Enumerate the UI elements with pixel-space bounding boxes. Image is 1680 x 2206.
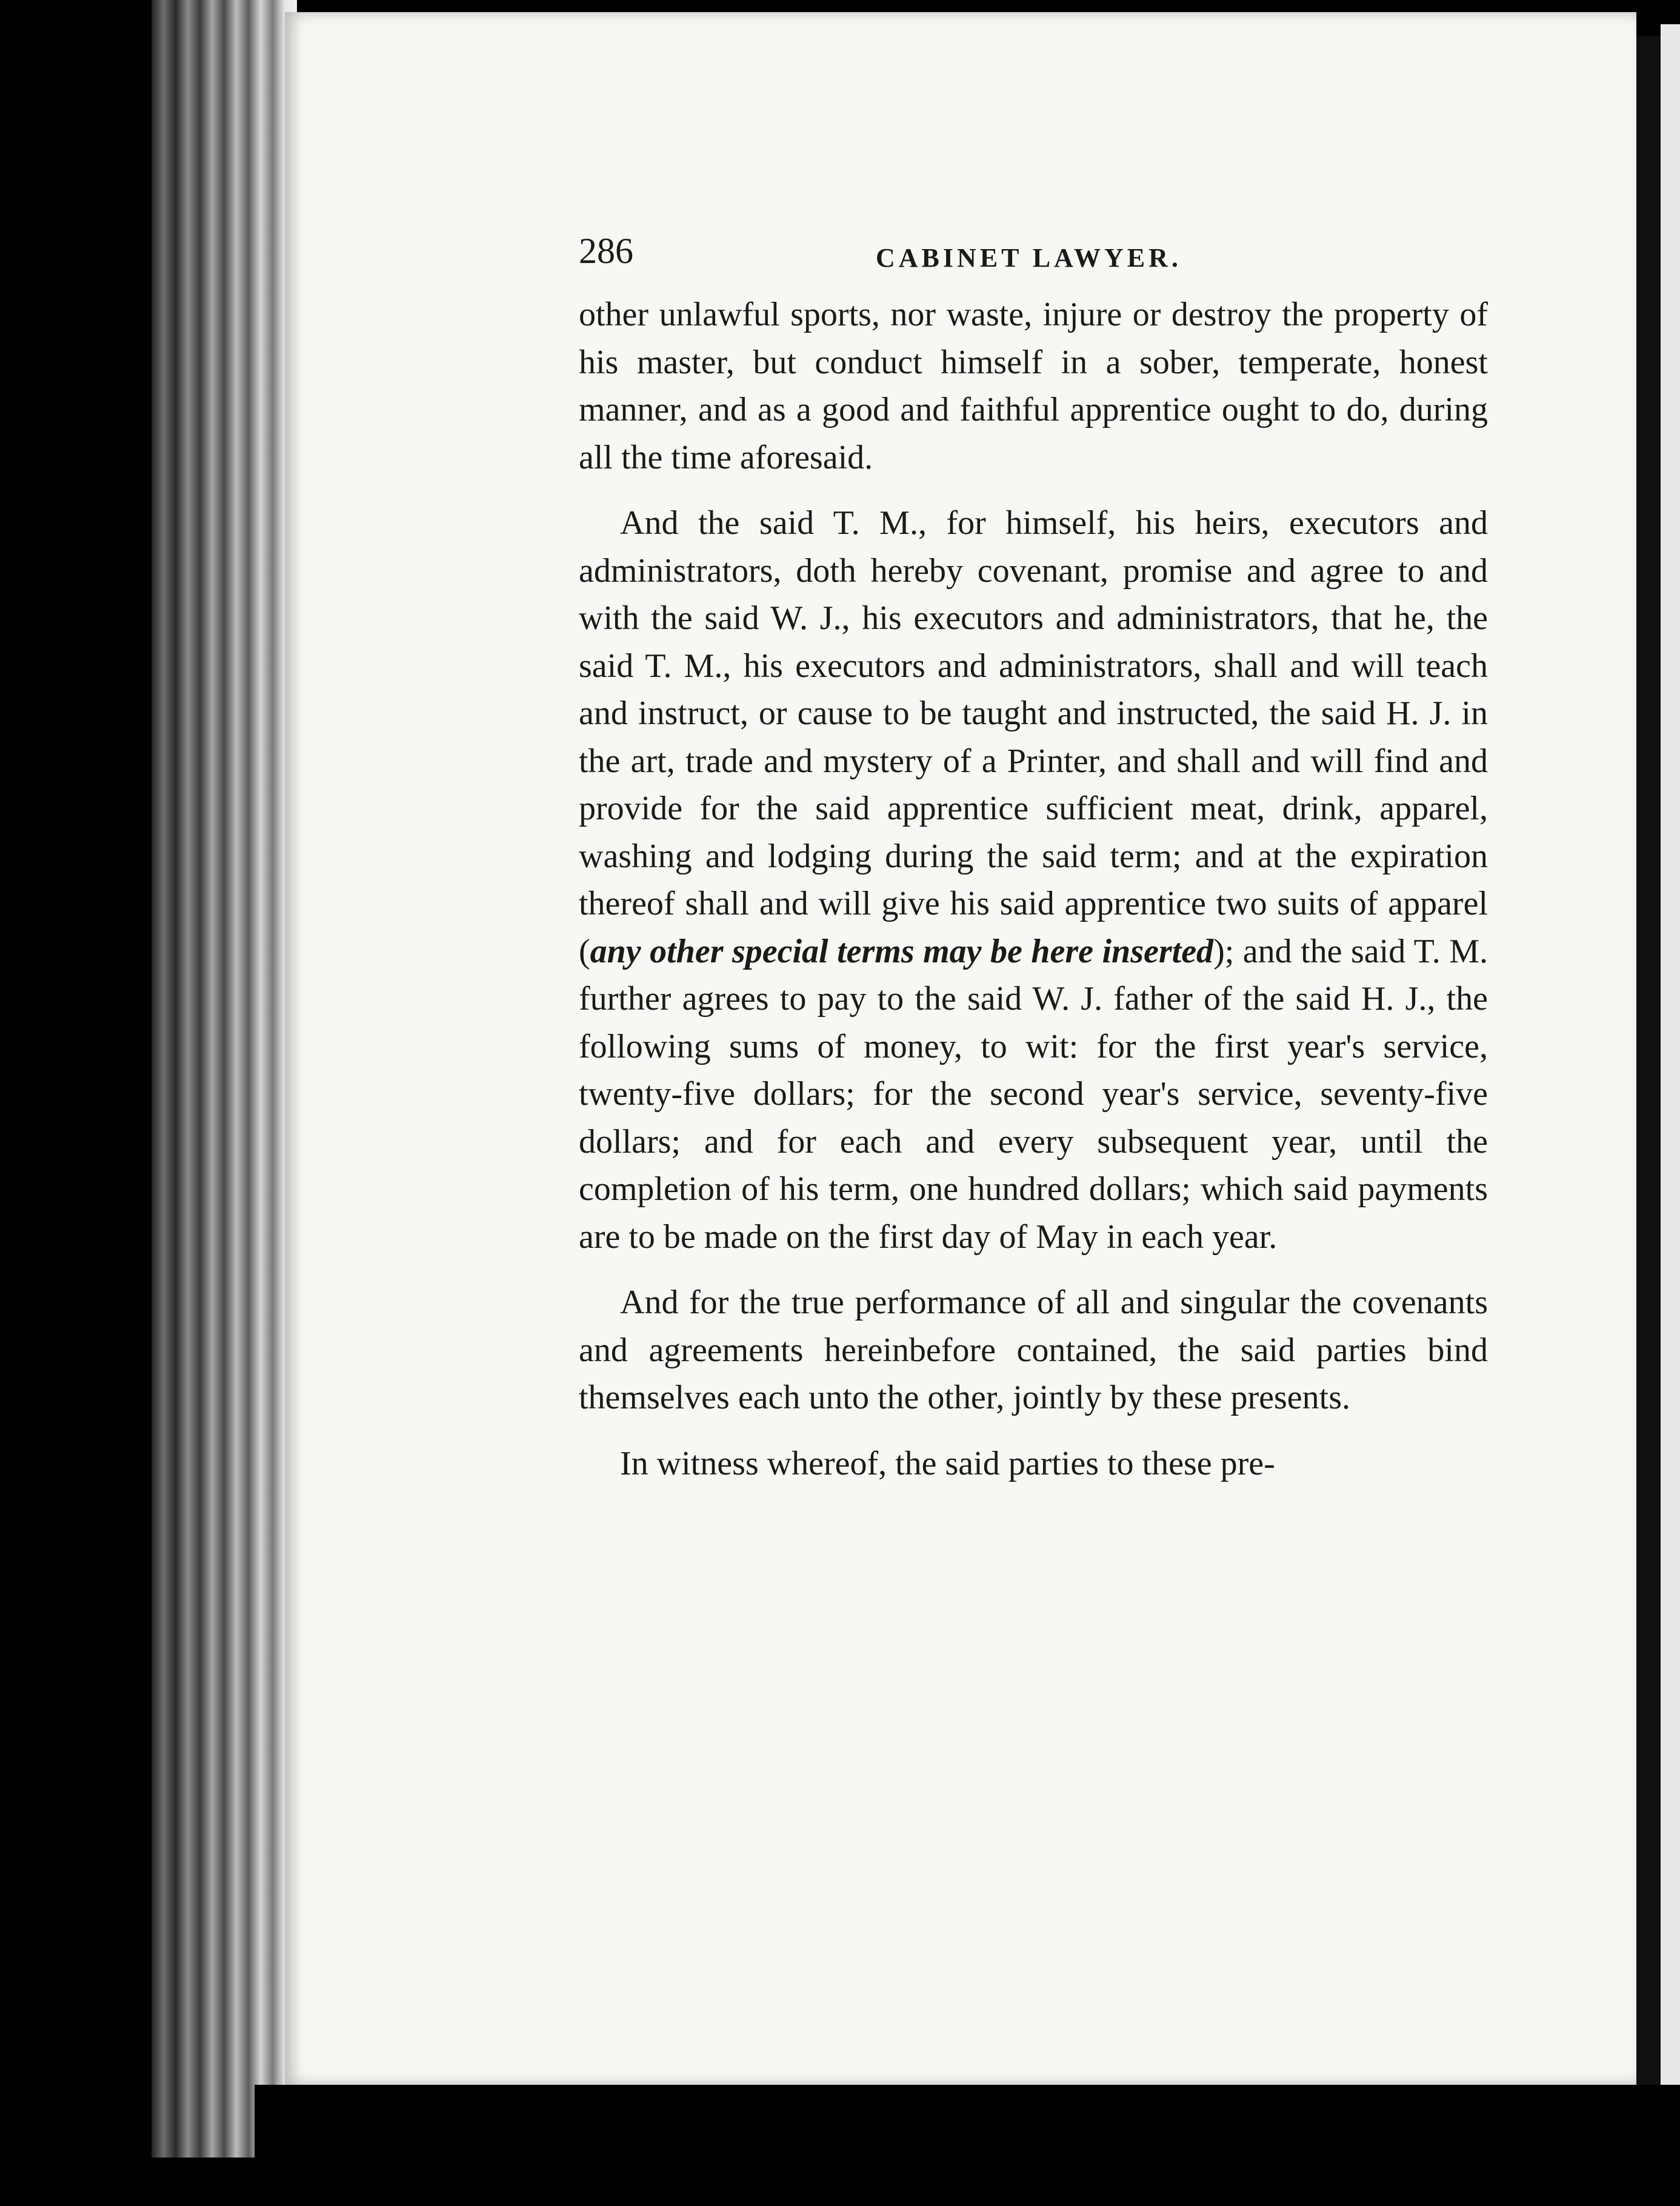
- paragraph-1: other unlawful sports, nor waste, injure or destroy the property of his master, but conduct himself in a sober, temperate, honest manner, and as a good and faithful apprentice ought to do, during all the time aforesaid.: [579, 296, 1488, 476]
- paragraph-3: And for the true performance of all and singular the covenants and agreements hereinbefore contained, the said parties bind themselves each unto the other, jointly by these presents.: [579, 1284, 1488, 1416]
- adjacent-page-edge: [1661, 24, 1680, 2097]
- page-number: 286: [579, 231, 633, 271]
- paragraph-2-text-before: And the said T. M., for himself, his heirs, executors and administrators, doth hereby covenant, promise and agree to and with the said W. J., his executors and administrators, that he, the said T. M., his executors and administrators, shall and will teach and instruct, or cause to be taught and instructed, the said H. J. in the art, trade and mystery of a Printer, and shall and will find and provide for the said apprentice sufficient meat, drink, apparel, washing and lodging during the said term; and at the expiration thereof shall and will give his said apprentice two suits of apparel (: [579, 504, 1488, 970]
- text-block: [579, 218, 1488, 1505]
- right-gutter: [1636, 36, 1661, 2109]
- bottom-margin: [255, 2085, 1680, 2206]
- paragraph-2-italic: any other special terms may be here inserted: [590, 932, 1214, 970]
- page-edges: [152, 0, 297, 2158]
- running-title: CABINET LAWYER.: [876, 243, 1182, 273]
- paragraph-2: [579, 499, 1488, 1261]
- paragraph-4: In witness whereof, the said parties to these pre-: [620, 1444, 1275, 1482]
- running-head: [579, 218, 1488, 291]
- paragraph-2-text-after: ); and the said T. M. further agrees to pay to the said W. J. father of the said H. J., the following sums of money, to wit: for the first year's service, twenty-five dollars; for the second year's service, seventy-five dollars; and for each and every subsequent year, until the completion of his term, one hundred dollars; which said payments are to be made on the first day of May in each year.: [579, 932, 1488, 1256]
